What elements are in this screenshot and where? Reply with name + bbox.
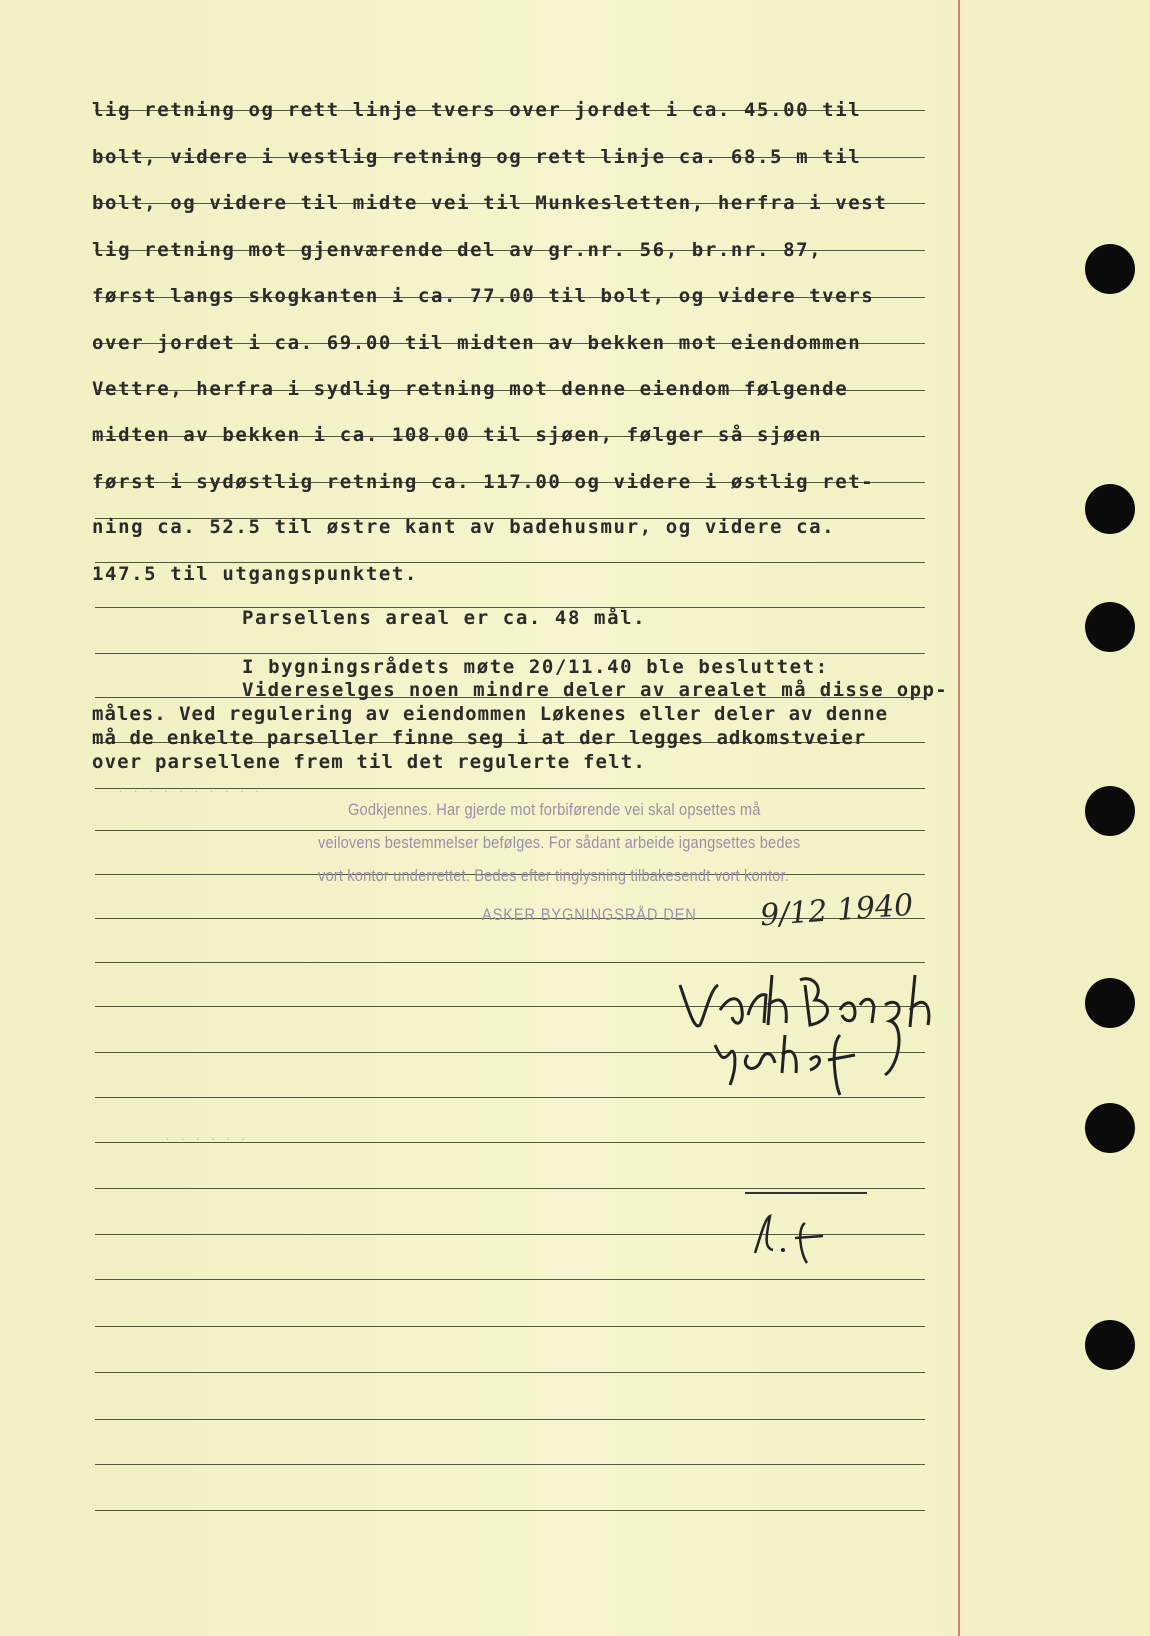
- faint-mark: · · · · · ·: [165, 1130, 249, 1147]
- initials-rule: [745, 1192, 867, 1194]
- ruled-line: [95, 830, 925, 831]
- punch-hole: [1085, 602, 1135, 652]
- ruled-line: [95, 1372, 925, 1373]
- area-line: Parsellens areal er ca. 48 mål.: [242, 607, 647, 629]
- punch-hole: [1085, 786, 1135, 836]
- punch-hole: [1085, 1320, 1135, 1370]
- ruled-line: [95, 1326, 925, 1327]
- text-line: lig retning mot gjenværende del av gr.nr. 56, br.nr. 87,: [92, 239, 823, 261]
- punch-hole: [1085, 484, 1135, 534]
- text-line: bolt, videre i vestlig retning og rett linje ca. 68.5 m til: [92, 146, 862, 168]
- text-line: 147.5 til utgangspunktet.: [92, 563, 418, 585]
- initials: [745, 1208, 845, 1268]
- text-line: først i sydøstlig retning ca. 117.00 og videre i østlig ret-: [92, 471, 875, 493]
- approval-stamp-line: veilovens bestemmelser befølges. For sådant arbeide igangsettes bedes: [318, 833, 801, 852]
- punch-hole: [1085, 244, 1135, 294]
- text-line: lig retning og rett linje tvers over jordet i ca. 45.00 til: [92, 99, 862, 121]
- stamp-date: 9/12 1940: [758, 887, 915, 934]
- margin-line: [958, 0, 960, 1636]
- ruled-line: [95, 1464, 925, 1465]
- approval-stamp-place: ASKER BYGNINGSRÅD DEN: [482, 905, 697, 924]
- text-line: først langs skogkanten i ca. 77.00 til bolt, og videre tvers: [92, 285, 875, 307]
- text-line: over jordet i ca. 69.00 til midten av bekken mot eiendommen: [92, 332, 862, 354]
- text-line: Vettre, herfra i sydlig retning mot denne eiendom følgende: [92, 378, 849, 400]
- decision-line: I bygningsrådets møte 20/11.40 ble besluttet:: [242, 656, 829, 678]
- decision-line: måles. Ved regulering av eiendommen Løkenes eller deler av denne: [92, 703, 889, 725]
- faint-mark: · · · · · · · · · ·: [118, 782, 263, 799]
- ruled-line: [95, 1188, 925, 1189]
- ruled-line: [95, 1279, 925, 1280]
- text-line: midten av bekken i ca. 108.00 til sjøen, følger så sjøen: [92, 424, 823, 446]
- text-line: ning ca. 52.5 til østre kant av badehusmur, og videre ca.: [92, 516, 836, 538]
- decision-line: Videreselges noen mindre deler av arealet må disse opp-: [242, 679, 949, 701]
- punch-hole: [1085, 978, 1135, 1028]
- signature: [660, 955, 980, 1105]
- punch-hole: [1085, 1103, 1135, 1153]
- text-line: bolt, og videre til midte vei til Munkesletten, herfra i vest: [92, 192, 888, 214]
- decision-line: over parsellene frem til det regulerte felt.: [92, 751, 646, 773]
- decision-line: må de enkelte parseller finne seg i at der legges adkomstveier: [92, 727, 867, 749]
- ruled-line: [95, 653, 925, 654]
- ruled-line: [95, 1419, 925, 1420]
- ruled-line: [95, 1510, 925, 1511]
- approval-stamp-line: vort kontor underrettet. Bedes efter tinglysning tilbakesendt vort kontor.: [318, 866, 790, 885]
- approval-stamp-line: Godkjennes. Har gjerde mot forbiførende vei skal opsettes må: [348, 800, 761, 819]
